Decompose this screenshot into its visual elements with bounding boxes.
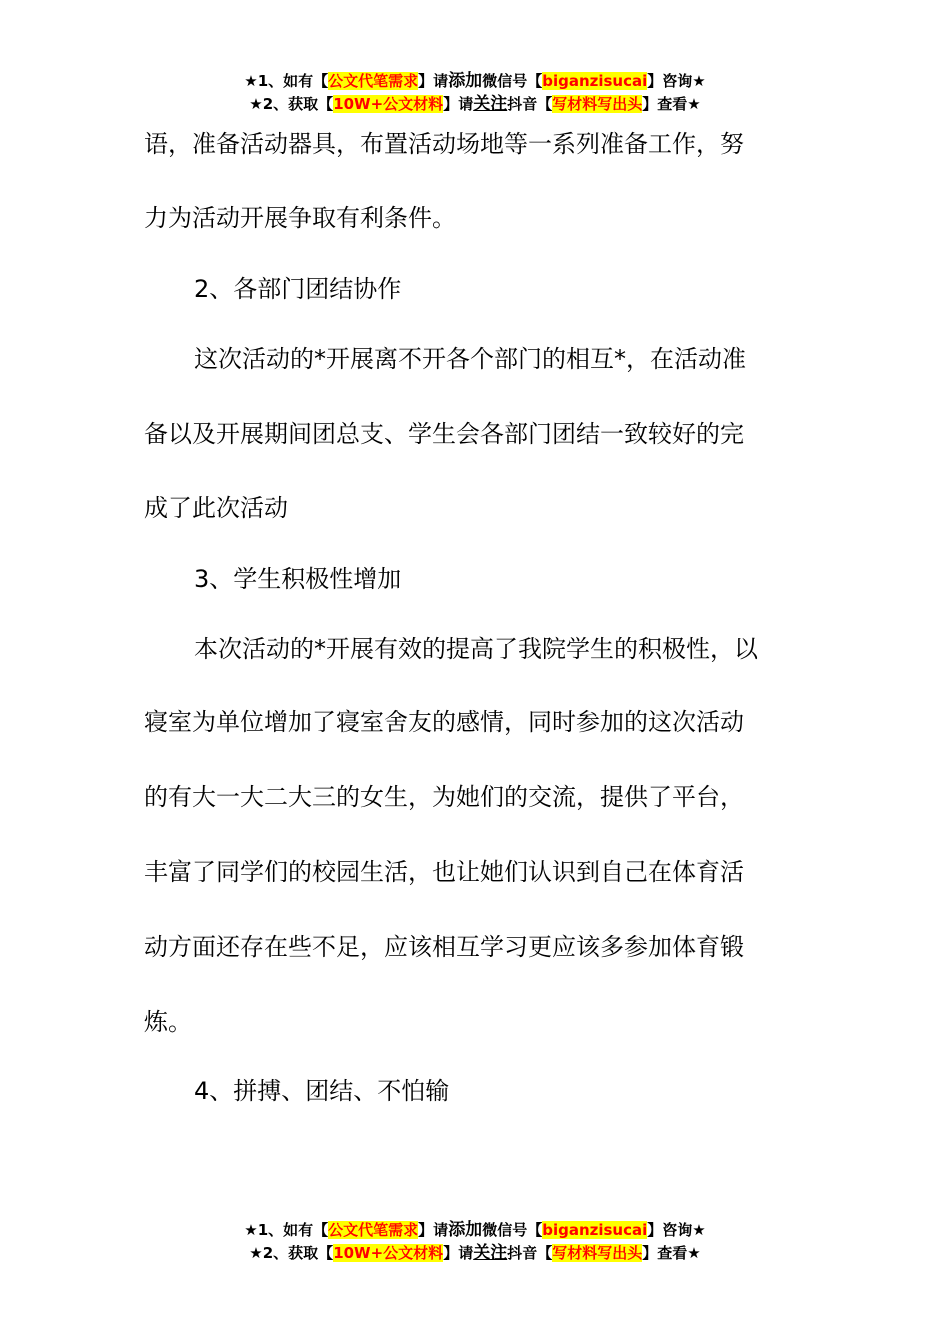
banner-highlight: 10W+公文材料 — [333, 95, 444, 113]
banner-highlight: 公文代笔需求 — [328, 72, 419, 90]
banner-text: 】请 — [418, 1221, 449, 1239]
banner-text: 】请 — [443, 95, 474, 113]
banner-highlight: biganzisucai — [542, 72, 648, 90]
banner-text: 】查看★ — [642, 1244, 701, 1262]
banner-highlight: 10W+公文材料 — [333, 1244, 444, 1262]
section-heading: 2、各部门团结协作 — [194, 275, 402, 303]
banner-emphasis: 添加 — [448, 71, 483, 91]
body-line: 炼。 — [144, 1008, 192, 1036]
body-line: 力为活动开展争取有利条件。 — [144, 204, 456, 232]
banner-line-2 — [0, 1242, 950, 1265]
banner-text: 】请 — [418, 72, 449, 90]
banner-text: 】查看★ — [642, 95, 701, 113]
body-line: 备以及开展期间团总支、学生会各部门团结一致较好的完 — [144, 420, 744, 448]
body-line: 成了此次活动 — [144, 494, 288, 522]
banner-emphasis: 关注 — [473, 94, 508, 114]
body-line: 这次活动的*开展离不开各个部门的相互*，在活动准 — [194, 345, 746, 373]
banner-text: 】咨询★ — [647, 1221, 706, 1239]
banner-emphasis: 关注 — [473, 1243, 508, 1263]
banner-text: 微信号【 — [482, 72, 543, 90]
banner-line-1 — [0, 1219, 950, 1242]
body-line: 寝室为单位增加了寝室舍友的感情，同时参加的这次活动 — [144, 708, 744, 736]
banner-text: ★2、获取【 — [249, 95, 334, 113]
banner-line-1 — [0, 70, 950, 93]
banner-highlight: 写材料写出头 — [552, 95, 643, 113]
banner-text: ★1、如有【 — [244, 1221, 329, 1239]
body-line: 语，准备活动器具，布置活动场地等一系列准备工作，努 — [144, 130, 744, 158]
bottom-banner — [0, 1219, 950, 1265]
body-line: 本次活动的*开展有效的提高了我院学生的积极性，以 — [194, 635, 758, 663]
banner-emphasis: 添加 — [448, 1220, 483, 1240]
top-banner — [0, 70, 950, 116]
banner-text: ★1、如有【 — [244, 72, 329, 90]
banner-line-2 — [0, 93, 950, 116]
banner-highlight: biganzisucai — [542, 1221, 648, 1239]
banner-text: 】咨询★ — [647, 72, 706, 90]
banner-text: 抖音【 — [507, 95, 553, 113]
banner-text: 抖音【 — [507, 1244, 553, 1262]
banner-text: 】请 — [443, 1244, 474, 1262]
banner-text: 微信号【 — [482, 1221, 543, 1239]
section-heading: 3、学生积极性增加 — [194, 565, 402, 593]
section-heading: 4、拼搏、团结、不怕输 — [194, 1077, 450, 1105]
banner-highlight: 写材料写出头 — [552, 1244, 643, 1262]
banner-text: ★2、获取【 — [249, 1244, 334, 1262]
body-line: 丰富了同学们的校园生活，也让她们认识到自己在体育活 — [144, 858, 744, 886]
body-line: 动方面还存在些不足，应该相互学习更应该多参加体育锻 — [144, 933, 744, 961]
body-line: 的有大一大二大三的女生，为她们的交流，提供了平台， — [144, 783, 744, 811]
banner-highlight: 公文代笔需求 — [328, 1221, 419, 1239]
